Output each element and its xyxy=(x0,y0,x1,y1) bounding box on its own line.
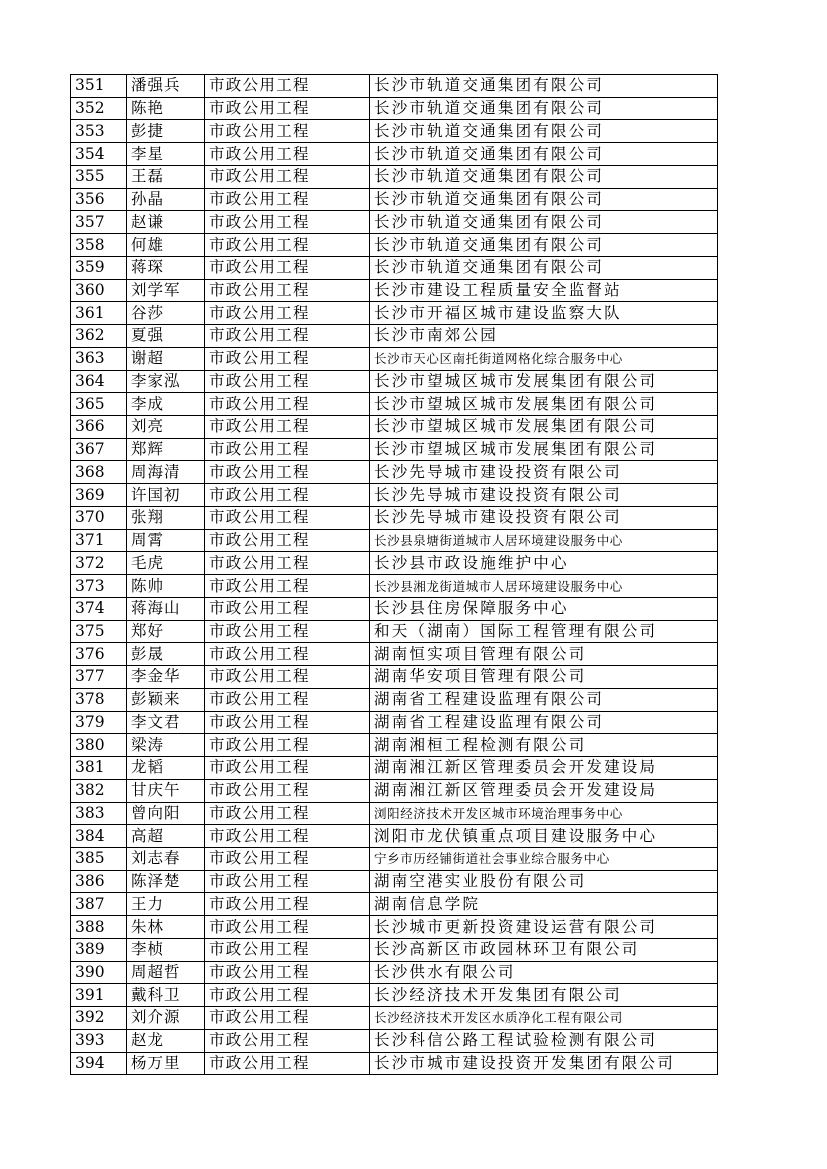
table-row xyxy=(71,302,718,325)
row-number-cell: 373 xyxy=(71,575,127,598)
specialty-cell: 市政公用工程 xyxy=(205,1007,370,1030)
person-name-cell: 陈帅 xyxy=(127,575,205,598)
person-name-cell: 梁涛 xyxy=(127,734,205,757)
person-name-cell: 刘介源 xyxy=(127,1007,205,1030)
person-name-cell: 李金华 xyxy=(127,666,205,689)
person-name-cell: 潘强兵 xyxy=(127,75,205,98)
table-row xyxy=(71,393,718,416)
row-number-cell: 362 xyxy=(71,325,127,348)
specialty-cell: 市政公用工程 xyxy=(205,688,370,711)
work-unit-cell: 浏阳经济技术开发区城市环境治理事务中心 xyxy=(370,802,718,825)
row-number-cell: 356 xyxy=(71,188,127,211)
specialty-cell: 市政公用工程 xyxy=(205,143,370,166)
specialty-cell: 市政公用工程 xyxy=(205,506,370,529)
row-number-cell: 366 xyxy=(71,416,127,439)
work-unit-cell: 长沙市望城区城市发展集团有限公司 xyxy=(370,393,718,416)
table-row xyxy=(71,643,718,666)
work-unit-cell: 长沙市天心区南托街道网格化综合服务中心 xyxy=(370,347,718,370)
person-name-cell: 郑辉 xyxy=(127,438,205,461)
specialty-cell: 市政公用工程 xyxy=(205,984,370,1007)
work-unit-cell: 宁乡市历经铺街道社会事业综合服务中心 xyxy=(370,847,718,870)
specialty-cell: 市政公用工程 xyxy=(205,552,370,575)
table-row xyxy=(71,188,718,211)
table-row xyxy=(71,143,718,166)
row-number-cell: 388 xyxy=(71,916,127,939)
row-number-cell: 359 xyxy=(71,256,127,279)
specialty-cell: 市政公用工程 xyxy=(205,97,370,120)
work-unit-cell: 长沙市轨道交通集团有限公司 xyxy=(370,234,718,257)
table-row xyxy=(71,325,718,348)
work-unit-cell: 湖南省工程建设监理有限公司 xyxy=(370,688,718,711)
specialty-cell: 市政公用工程 xyxy=(205,211,370,234)
work-unit-cell: 长沙高新区市政园林环卫有限公司 xyxy=(370,938,718,961)
specialty-cell: 市政公用工程 xyxy=(205,165,370,188)
person-name-cell: 夏强 xyxy=(127,325,205,348)
work-unit-cell: 长沙市南郊公园 xyxy=(370,325,718,348)
person-name-cell: 彭颖来 xyxy=(127,688,205,711)
row-number-cell: 358 xyxy=(71,234,127,257)
work-unit-cell: 湖南空港实业股份有限公司 xyxy=(370,870,718,893)
row-number-cell: 392 xyxy=(71,1007,127,1030)
table-row xyxy=(71,893,718,916)
person-name-cell: 许国初 xyxy=(127,484,205,507)
roster-sheet xyxy=(70,74,718,1075)
table-row xyxy=(71,802,718,825)
work-unit-cell: 长沙市轨道交通集团有限公司 xyxy=(370,188,718,211)
row-number-cell: 370 xyxy=(71,506,127,529)
table-row xyxy=(71,438,718,461)
row-number-cell: 383 xyxy=(71,802,127,825)
person-name-cell: 周海清 xyxy=(127,461,205,484)
specialty-cell: 市政公用工程 xyxy=(205,893,370,916)
specialty-cell: 市政公用工程 xyxy=(205,256,370,279)
table-row xyxy=(71,347,718,370)
specialty-cell: 市政公用工程 xyxy=(205,711,370,734)
work-unit-cell: 长沙先导城市建设投资有限公司 xyxy=(370,506,718,529)
work-unit-cell: 长沙县市政设施维护中心 xyxy=(370,552,718,575)
person-name-cell: 谷莎 xyxy=(127,302,205,325)
specialty-cell: 市政公用工程 xyxy=(205,1029,370,1052)
person-name-cell: 李家泓 xyxy=(127,370,205,393)
person-name-cell: 周霄 xyxy=(127,529,205,552)
specialty-cell: 市政公用工程 xyxy=(205,597,370,620)
table-row xyxy=(71,734,718,757)
specialty-cell: 市政公用工程 xyxy=(205,529,370,552)
work-unit-cell: 湖南湘江新区管理委员会开发建设局 xyxy=(370,779,718,802)
row-number-cell: 393 xyxy=(71,1029,127,1052)
work-unit-cell: 湖南湘桓工程检测有限公司 xyxy=(370,734,718,757)
work-unit-cell: 长沙城市更新投资建设运营有限公司 xyxy=(370,916,718,939)
person-name-cell: 李文君 xyxy=(127,711,205,734)
table-row xyxy=(71,75,718,98)
row-number-cell: 378 xyxy=(71,688,127,711)
table-row xyxy=(71,779,718,802)
specialty-cell: 市政公用工程 xyxy=(205,802,370,825)
table-row xyxy=(71,847,718,870)
specialty-cell: 市政公用工程 xyxy=(205,916,370,939)
specialty-cell: 市政公用工程 xyxy=(205,870,370,893)
row-number-cell: 357 xyxy=(71,211,127,234)
person-name-cell: 张翔 xyxy=(127,506,205,529)
row-number-cell: 351 xyxy=(71,75,127,98)
work-unit-cell: 长沙市轨道交通集团有限公司 xyxy=(370,143,718,166)
work-unit-cell: 长沙市望城区城市发展集团有限公司 xyxy=(370,370,718,393)
row-number-cell: 377 xyxy=(71,666,127,689)
table-row xyxy=(71,529,718,552)
row-number-cell: 385 xyxy=(71,847,127,870)
table-row xyxy=(71,1007,718,1030)
table-row xyxy=(71,97,718,120)
table-row xyxy=(71,711,718,734)
work-unit-cell: 湖南信息学院 xyxy=(370,893,718,916)
row-number-cell: 367 xyxy=(71,438,127,461)
table-row xyxy=(71,1029,718,1052)
person-name-cell: 蒋琛 xyxy=(127,256,205,279)
work-unit-cell: 长沙供水有限公司 xyxy=(370,961,718,984)
table-row xyxy=(71,370,718,393)
work-unit-cell: 和天（湖南）国际工程管理有限公司 xyxy=(370,620,718,643)
person-name-cell: 王磊 xyxy=(127,165,205,188)
row-number-cell: 390 xyxy=(71,961,127,984)
specialty-cell: 市政公用工程 xyxy=(205,825,370,848)
row-number-cell: 386 xyxy=(71,870,127,893)
person-name-cell: 谢超 xyxy=(127,347,205,370)
row-number-cell: 389 xyxy=(71,938,127,961)
table-row xyxy=(71,461,718,484)
work-unit-cell: 长沙先导城市建设投资有限公司 xyxy=(370,484,718,507)
work-unit-cell: 长沙市建设工程质量安全监督站 xyxy=(370,279,718,302)
row-number-cell: 363 xyxy=(71,347,127,370)
specialty-cell: 市政公用工程 xyxy=(205,438,370,461)
person-name-cell: 李成 xyxy=(127,393,205,416)
table-row xyxy=(71,506,718,529)
row-number-cell: 391 xyxy=(71,984,127,1007)
specialty-cell: 市政公用工程 xyxy=(205,279,370,302)
specialty-cell: 市政公用工程 xyxy=(205,757,370,780)
table-row xyxy=(71,211,718,234)
specialty-cell: 市政公用工程 xyxy=(205,734,370,757)
row-number-cell: 374 xyxy=(71,597,127,620)
table-row xyxy=(71,984,718,1007)
table-row xyxy=(71,256,718,279)
work-unit-cell: 浏阳市龙伏镇重点项目建设服务中心 xyxy=(370,825,718,848)
work-unit-cell: 长沙市城市建设投资开发集团有限公司 xyxy=(370,1052,718,1075)
row-number-cell: 365 xyxy=(71,393,127,416)
row-number-cell: 382 xyxy=(71,779,127,802)
person-name-cell: 刘亮 xyxy=(127,416,205,439)
specialty-cell: 市政公用工程 xyxy=(205,188,370,211)
person-name-cell: 王力 xyxy=(127,893,205,916)
table-row xyxy=(71,165,718,188)
person-name-cell: 高超 xyxy=(127,825,205,848)
table-row xyxy=(71,120,718,143)
work-unit-cell: 长沙市轨道交通集团有限公司 xyxy=(370,75,718,98)
specialty-cell: 市政公用工程 xyxy=(205,120,370,143)
row-number-cell: 361 xyxy=(71,302,127,325)
table-row xyxy=(71,597,718,620)
person-name-cell: 彭捷 xyxy=(127,120,205,143)
table-row xyxy=(71,961,718,984)
work-unit-cell: 长沙市轨道交通集团有限公司 xyxy=(370,211,718,234)
work-unit-cell: 湖南恒实项目管理有限公司 xyxy=(370,643,718,666)
row-number-cell: 387 xyxy=(71,893,127,916)
table-row xyxy=(71,938,718,961)
row-number-cell: 369 xyxy=(71,484,127,507)
work-unit-cell: 长沙市开福区城市建设监察大队 xyxy=(370,302,718,325)
work-unit-cell: 长沙先导城市建设投资有限公司 xyxy=(370,461,718,484)
row-number-cell: 360 xyxy=(71,279,127,302)
row-number-cell: 381 xyxy=(71,757,127,780)
specialty-cell: 市政公用工程 xyxy=(205,620,370,643)
person-name-cell: 刘志春 xyxy=(127,847,205,870)
person-name-cell: 朱林 xyxy=(127,916,205,939)
work-unit-cell: 长沙市轨道交通集团有限公司 xyxy=(370,256,718,279)
work-unit-cell: 长沙经济技术开发集团有限公司 xyxy=(370,984,718,1007)
work-unit-cell: 湖南华安项目管理有限公司 xyxy=(370,666,718,689)
person-name-cell: 周超哲 xyxy=(127,961,205,984)
person-name-cell: 何雄 xyxy=(127,234,205,257)
table-row xyxy=(71,688,718,711)
work-unit-cell: 湖南湘江新区管理委员会开发建设局 xyxy=(370,757,718,780)
table-row xyxy=(71,757,718,780)
table-row xyxy=(71,1052,718,1075)
person-name-cell: 曾向阳 xyxy=(127,802,205,825)
work-unit-cell: 长沙市望城区城市发展集团有限公司 xyxy=(370,438,718,461)
person-name-cell: 毛虎 xyxy=(127,552,205,575)
work-unit-cell: 长沙科信公路工程试验检测有限公司 xyxy=(370,1029,718,1052)
specialty-cell: 市政公用工程 xyxy=(205,484,370,507)
work-unit-cell: 长沙市轨道交通集团有限公司 xyxy=(370,120,718,143)
specialty-cell: 市政公用工程 xyxy=(205,575,370,598)
specialty-cell: 市政公用工程 xyxy=(205,347,370,370)
specialty-cell: 市政公用工程 xyxy=(205,325,370,348)
person-name-cell: 李星 xyxy=(127,143,205,166)
roster-table xyxy=(70,74,718,1075)
row-number-cell: 368 xyxy=(71,461,127,484)
row-number-cell: 371 xyxy=(71,529,127,552)
person-name-cell: 戴科卫 xyxy=(127,984,205,1007)
row-number-cell: 355 xyxy=(71,165,127,188)
person-name-cell: 李桢 xyxy=(127,938,205,961)
table-row xyxy=(71,575,718,598)
work-unit-cell: 长沙市轨道交通集团有限公司 xyxy=(370,97,718,120)
specialty-cell: 市政公用工程 xyxy=(205,779,370,802)
specialty-cell: 市政公用工程 xyxy=(205,938,370,961)
row-number-cell: 354 xyxy=(71,143,127,166)
table-row xyxy=(71,666,718,689)
person-name-cell: 甘庆午 xyxy=(127,779,205,802)
person-name-cell: 蒋海山 xyxy=(127,597,205,620)
table-row xyxy=(71,825,718,848)
row-number-cell: 376 xyxy=(71,643,127,666)
specialty-cell: 市政公用工程 xyxy=(205,461,370,484)
person-name-cell: 郑好 xyxy=(127,620,205,643)
specialty-cell: 市政公用工程 xyxy=(205,961,370,984)
person-name-cell: 孙晶 xyxy=(127,188,205,211)
table-row xyxy=(71,234,718,257)
specialty-cell: 市政公用工程 xyxy=(205,1052,370,1075)
specialty-cell: 市政公用工程 xyxy=(205,847,370,870)
row-number-cell: 375 xyxy=(71,620,127,643)
table-row xyxy=(71,870,718,893)
work-unit-cell: 长沙县湘龙街道城市人居环境建设服务中心 xyxy=(370,575,718,598)
work-unit-cell: 长沙市轨道交通集团有限公司 xyxy=(370,165,718,188)
specialty-cell: 市政公用工程 xyxy=(205,302,370,325)
specialty-cell: 市政公用工程 xyxy=(205,234,370,257)
person-name-cell: 陈艳 xyxy=(127,97,205,120)
work-unit-cell: 长沙经济技术开发区水质净化工程有限公司 xyxy=(370,1007,718,1030)
specialty-cell: 市政公用工程 xyxy=(205,416,370,439)
row-number-cell: 394 xyxy=(71,1052,127,1075)
table-row xyxy=(71,552,718,575)
work-unit-cell: 湖南省工程建设监理有限公司 xyxy=(370,711,718,734)
specialty-cell: 市政公用工程 xyxy=(205,666,370,689)
row-number-cell: 379 xyxy=(71,711,127,734)
row-number-cell: 372 xyxy=(71,552,127,575)
table-row xyxy=(71,620,718,643)
row-number-cell: 353 xyxy=(71,120,127,143)
work-unit-cell: 长沙县住房保障服务中心 xyxy=(370,597,718,620)
table-row xyxy=(71,484,718,507)
row-number-cell: 384 xyxy=(71,825,127,848)
person-name-cell: 杨万里 xyxy=(127,1052,205,1075)
specialty-cell: 市政公用工程 xyxy=(205,393,370,416)
table-row xyxy=(71,279,718,302)
table-row xyxy=(71,916,718,939)
row-number-cell: 380 xyxy=(71,734,127,757)
specialty-cell: 市政公用工程 xyxy=(205,643,370,666)
person-name-cell: 赵谦 xyxy=(127,211,205,234)
work-unit-cell: 长沙市望城区城市发展集团有限公司 xyxy=(370,416,718,439)
work-unit-cell: 长沙县泉塘街道城市人居环境建设服务中心 xyxy=(370,529,718,552)
specialty-cell: 市政公用工程 xyxy=(205,370,370,393)
row-number-cell: 364 xyxy=(71,370,127,393)
person-name-cell: 刘学军 xyxy=(127,279,205,302)
table-row xyxy=(71,416,718,439)
person-name-cell: 赵龙 xyxy=(127,1029,205,1052)
person-name-cell: 陈泽楚 xyxy=(127,870,205,893)
roster-table-body xyxy=(71,75,718,1075)
person-name-cell: 彭晟 xyxy=(127,643,205,666)
row-number-cell: 352 xyxy=(71,97,127,120)
specialty-cell: 市政公用工程 xyxy=(205,75,370,98)
person-name-cell: 龙韬 xyxy=(127,757,205,780)
